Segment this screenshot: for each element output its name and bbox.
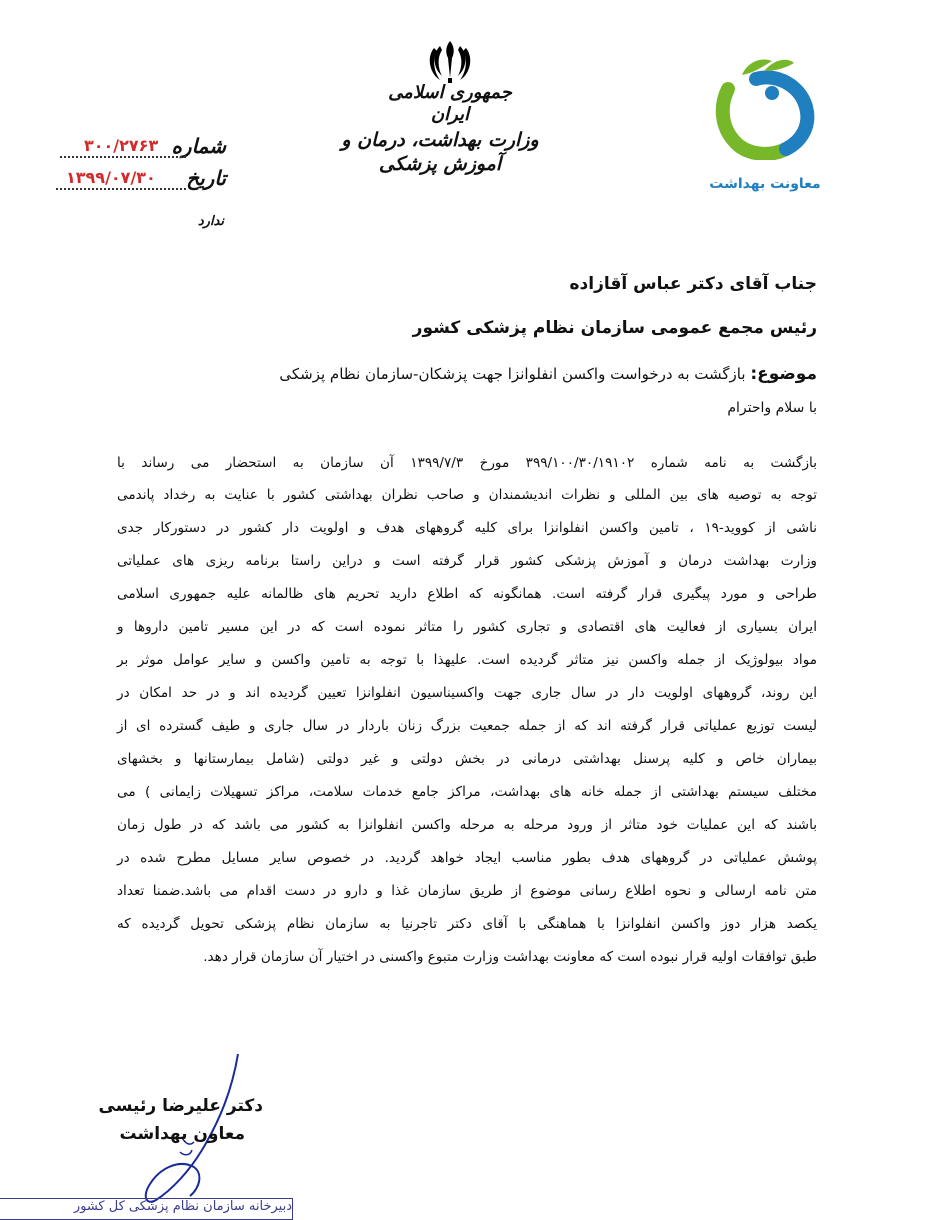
iran-emblem-icon xyxy=(428,38,472,84)
greeting: با سلام واحترام xyxy=(727,400,817,416)
recipient-title: رئیس مجمع عمومی سازمان نظام پزشکی کشور xyxy=(412,318,817,338)
body-line: توجه به توصیه های بین المللی و نظرات اندیشمندان و صاحب نظران بهداشتی کشور با عنایت به رخداد پاندمی xyxy=(117,487,817,503)
letter-number: ۳۰۰/۲۷۶۳ xyxy=(84,136,159,155)
body-line: لیست توزیع عملیاتی قرار گرفته اند که از جمله جمعیت بزرگ زنان باردار در سال جاری و طیف گسترده ای از xyxy=(117,718,817,734)
recipient-name: جناب آقای دکتر عباس آقازاده xyxy=(569,274,817,294)
body-line: این روند، گروههای اولویت دار در سال جاری جهت واکسیناسیون انفلوانزا تعیین گردیده اند و در حد امکان در xyxy=(117,685,817,701)
date-dotted-line xyxy=(56,188,186,190)
secretariat-stamp: دبیرخانه سازمان نظام پزشکی کل کشور xyxy=(0,1198,293,1220)
body-line: باشند که این عملیات خود متاثر از ورود مرحله به مرحله واکسن انفلوانزا به کشور می باشد که در طول زمان xyxy=(117,817,817,833)
body-line: وزارت بهداشت درمان و آموزش پزشکی کشور قرار گرفته است و دراین راستا برنامه ریزی های عملیاتی xyxy=(117,553,817,569)
body-line: مختلف سیستم بهداشتی از جمله خانه های بهداشت، مراکز جامع خدمات سلامت، مراکز تسهیلات زایمانی ) می xyxy=(117,784,817,800)
health-deputy-logo-icon xyxy=(712,55,818,160)
subject-text: بازگشت به درخواست واکسن انفلوانزا جهت پزشکان-سازمان نظام پزشکی xyxy=(279,365,746,383)
republic-title: جمهوری اسلامی ایران xyxy=(388,82,512,125)
signatory-title: معاون بهداشت xyxy=(119,1124,245,1144)
body-line: یکصد هزار دوز واکسن انفلوانزا با هماهنگی با آقای دکتر تاجرنیا به سازمان نظام پزشکی تحویل گردیده که xyxy=(117,916,817,932)
attachment-status: ندارد xyxy=(197,214,224,229)
body-line: بیماران خاص و کلیه پرسنل بهداشتی درمانی در بخش دولتی و غیر دولتی (شامل بیمارستانها و بخشهای xyxy=(117,751,817,767)
body-line: مواد بیولوژیک از جمله واکسن نیز متاثر گردیده است. علیهذا با توجه به تامین واکسن و سایر عوامل موثر بر xyxy=(117,652,817,668)
number-label: شماره xyxy=(171,134,226,158)
body-line: متن نامه ارسالی و نحوه اطلاع رسانی موضوع از طریق سازمان غذا و دارو در دست اقدام می باشد.ضمنا تعداد xyxy=(117,883,817,899)
body-line: طبق توافقات اولیه قرار نبوده است که معاونت بهداشت وزارت متبوع واکسنی در اختیار آن سازمان قرار دهد. xyxy=(203,949,817,965)
ministry-title: وزارت بهداشت، درمان و آموزش پزشکی xyxy=(341,129,539,175)
body-line: ایران بسیاری از فعالیت های اقتصادی و تجاری کشور را متاثر نموده است که در این مسیر تامین داروها و xyxy=(117,619,817,635)
subject-line xyxy=(117,364,817,384)
letter-date: ۱۳۹۹/۰۷/۳۰ xyxy=(66,168,156,187)
date-label: تاریخ xyxy=(186,166,226,190)
body-line: بازگشت به نامه شماره ۳۹۹/۱۰۰/۳۰/۱۹۱۰۲ مورخ ۱۳۹۹/۷/۳ آن سازمان به استحضار می رساند با xyxy=(117,455,817,471)
logo-caption: معاونت بهداشت xyxy=(709,176,821,192)
subject-label: موضوع: xyxy=(750,364,817,384)
body-line: ناشی از کووید-۱۹ ، تامین واکسن انفلوانزا برای کلیه گروههای هدف و اولویت دار کشور در دستورکار جدی xyxy=(117,520,818,536)
number-dotted-line xyxy=(60,156,186,158)
body-line: پوشش عملیاتی در گروههای هدف بطور مناسب ایجاد خواهد گردید. در خصوص سایر مسایل مطرح شده در xyxy=(117,850,817,866)
signatory-name: دکتر علیرضا رئیسی xyxy=(98,1096,263,1116)
body-line: طراحی و مورد پیگیری قرار گرفته است. همانگونه که اطلاع دارید تحریم های ظالمانه علیه جمهوری اسلامی xyxy=(117,586,817,602)
